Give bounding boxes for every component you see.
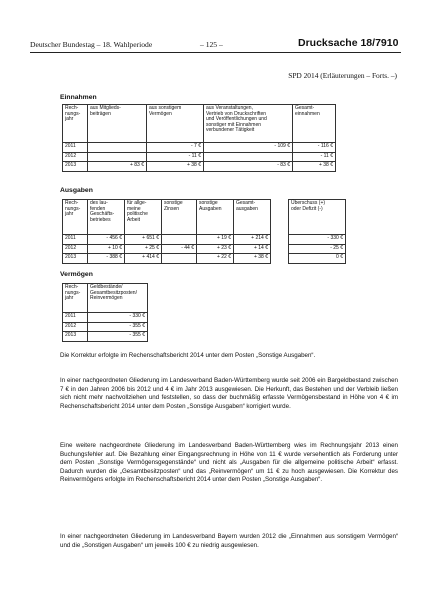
ausgaben-cell — [162, 235, 197, 245]
einnahmen-cell: 2011 — [63, 143, 88, 153]
ausgaben-cell: + 19 € — [197, 235, 234, 245]
einnahmen-cell: + 38 € — [293, 162, 336, 172]
vermoegen-header-cell: Rech- nungs- jahr — [63, 284, 88, 313]
ausgaben-cell: + 651 € — [125, 235, 162, 245]
vermoegen-cell: - 330 € — [88, 313, 148, 323]
ausgaben-header-cell: des lau- fenden Geschäfts- betriebes — [88, 200, 125, 235]
ausgaben-cell: + 38 € — [234, 254, 271, 264]
running-header-left: Deutscher Bundestag – 18. Wahlperiode — [30, 40, 153, 49]
ausgaben-table — [62, 199, 271, 264]
einnahmen-cell — [88, 152, 147, 162]
paragraph-korrektur: Die Korrektur erfolgte im Rechenschaftsbericht 2014 unter dem Posten „Sonstige Ausgaben“. — [60, 352, 316, 359]
einnahmen-cell: - 116 € — [293, 143, 336, 153]
ausgaben-cell: + 25 € — [125, 244, 162, 254]
ausgaben-title: Ausgaben — [60, 187, 93, 194]
vermoegen-title: Vermögen — [60, 271, 93, 278]
einnahmen-header-cell: Gesamt- einnahmen — [293, 105, 336, 143]
ausgaben-header-cell: Rech- nungs- jahr — [63, 200, 88, 235]
einnahmen-cell: 2012 — [63, 152, 88, 162]
einnahmen-header-cell: aus Mitglieds- beiträgen — [88, 105, 147, 143]
ausgaben-cell: 2013 — [63, 254, 88, 264]
einnahmen-table — [62, 104, 336, 172]
ausgaben-cell: - 456 € — [88, 235, 125, 245]
paragraph-bayern: In einer nachgeordneten Gliederung im Landesverband Bayern wurden 2012 die „Einnahmen aus sonstigem Vermögen“ und die „Sonstigen Ausgaben“ um jeweils 100 € zu niedrig ausgewiesen. — [60, 533, 398, 549]
vermoegen-cell: 2012 — [63, 322, 88, 332]
ausgaben-cell: + 10 € — [88, 244, 125, 254]
document-number-prefix: Drucksache 18/ — [298, 37, 376, 49]
ausgaben-cell: + 14 € — [234, 244, 271, 254]
vermoegen-table — [62, 283, 148, 342]
einnahmen-title: Einnahmen — [60, 94, 97, 101]
section-subheader: SPD 2014 (Erläuterungen – Forts. –) — [288, 71, 397, 80]
header-rule — [30, 52, 401, 53]
ausgaben-cell: + 214 € — [234, 235, 271, 245]
vermoegen-header-cell: Geldbestände/ Gesamtbesitzposten/ Reinvermögen — [88, 284, 148, 313]
saldo-cell: - 25 € — [289, 244, 346, 254]
ausgaben-cell: + 414 € — [125, 254, 162, 264]
saldo-header-cell: Überschuss (+) oder Defizit (-) — [289, 200, 346, 235]
einnahmen-header-cell: aus sonstigem Vermögen — [147, 105, 204, 143]
ausgaben-cell: 2011 — [63, 235, 88, 245]
ausgaben-header-cell: Gesamt- ausgaben — [234, 200, 271, 235]
einnahmen-cell — [204, 152, 293, 162]
einnahmen-cell: - 109 € — [204, 143, 293, 153]
einnahmen-cell: + 38 € — [147, 162, 204, 172]
vermoegen-cell: - 355 € — [88, 332, 148, 342]
document-number — [298, 37, 398, 49]
ausgaben-header-cell: für allge- meine politische Arbeit — [125, 200, 162, 235]
ausgaben-cell: + 23 € — [197, 244, 234, 254]
document-number-value: 7910 — [375, 37, 399, 49]
einnahmen-header-cell: Rech- nungs- jahr — [63, 105, 88, 143]
einnahmen-cell: - 7 € — [147, 143, 204, 153]
ausgaben-cell: - 388 € — [88, 254, 125, 264]
einnahmen-cell: - 83 € — [204, 162, 293, 172]
ausgaben-cell: 2012 — [63, 244, 88, 254]
ausgaben-header-cell: sonstige Zinsen — [162, 200, 197, 235]
vermoegen-cell: 2011 — [63, 313, 88, 323]
ausgaben-header-cell: sonstige Ausgaben — [197, 200, 234, 235]
saldo-cell: 0 € — [289, 254, 346, 264]
einnahmen-cell: - 11 € — [293, 152, 336, 162]
einnahmen-header-cell: aus Veranstaltungen, Vertrieb von Druckschriften und Veröffentlichungen und sonstiger mit Einnahmen verbundener Tätigkeit — [204, 105, 293, 143]
vermoegen-cell: - 355 € — [88, 322, 148, 332]
saldo-cell: - 330 € — [289, 235, 346, 245]
paragraph-buchungsfehler: Eine weitere nachgeordnete Gliederung im Landesverband Baden-Württemberg wies im Rechnungsjahr 2013 einen Buchungsfehler auf. Die Bezahlung einer Eingangsrechnung in Höhe von 11 € wurde versehentlich als Forderung unter dem Posten „Sonstige Vermögensgegenstände“ und nicht als „Ausgaben für die allgemeine politische Arbeit“ erfasst. Dadurch wurden die „Gesamtbesitzposten“ und das „Reinvermögen“ um 11 € zu hoch ausgewiesen. Die Korrektur des Reinvermögens erfolgte im Rechenschaftsbericht 2014 unter dem Posten „Sonstige Ausgaben“. — [60, 442, 398, 484]
einnahmen-cell: - 11 € — [147, 152, 204, 162]
ausgaben-cell — [162, 254, 197, 264]
paragraph-bargeldbestand: In einer nachgeordneten Gliederung im Landesverband Baden-Württemberg wurde seit 2006 ein Bargeldbestand zwischen 7 € in den Jahren 2006 bis 2012 und 4 € im Jahr 2013 ausgewiesen. Die Herkunft, das Bestehen und der Verbleib ließen sich nicht mehr nachvollziehen und feststellen, so dass der buchmäßig erfasste Vermögensbestand in Höhe von 4 € im Rechenschaftsbericht 2014 unter dem Posten „Sonstige Ausgaben“ korrigiert wurde. — [60, 377, 398, 410]
page-number: – 125 – — [200, 40, 223, 49]
vermoegen-cell: 2013 — [63, 332, 88, 342]
einnahmen-cell: + 83 € — [88, 162, 147, 172]
einnahmen-cell: 2013 — [63, 162, 88, 172]
ausgaben-cell: - 44 € — [162, 244, 197, 254]
ausgaben-saldo-table — [288, 199, 346, 264]
einnahmen-cell — [88, 143, 147, 153]
ausgaben-cell: + 22 € — [197, 254, 234, 264]
